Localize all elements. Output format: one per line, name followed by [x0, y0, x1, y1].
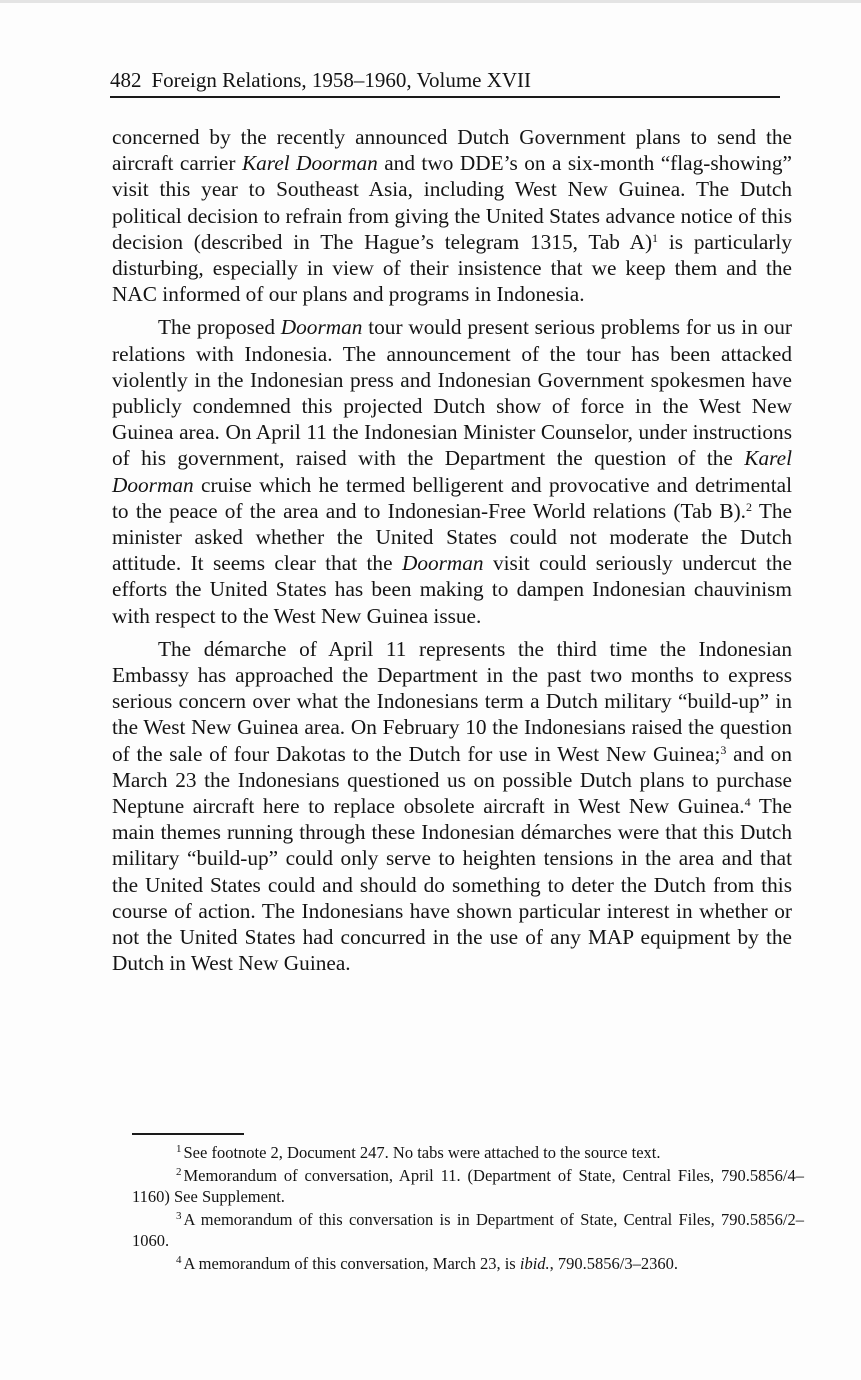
text-run: A memorandum of this conversation, March 23, is [183, 1254, 520, 1273]
footnote-number: 1 [176, 1143, 182, 1155]
text-run: The démarche of April 11 represents the third time the Indonesian Embassy has approached the Department in the past two months to express serious concern over what the Indonesians term a Dutch military “build-up” in the West New Guinea area. On February 10 the Indonesians raised the question of the sale of four Dakotas to the Dutch for use in West New Guinea; [112, 636, 792, 766]
text-run: cruise which he termed belligerent and provocative and detrimental to the peace of the area and to Indonesian-Free World relations (Tab B). [112, 472, 792, 523]
text-run: and two DDE’s on a six-month “flag-showing” visit this year to Southeast Asia, including West New Guinea. The Dutch political decision to refrain from giving the United States advance notice of this decision (described in The Hague’s telegram 1315, Tab A) [112, 151, 793, 254]
paragraph [112, 124, 792, 307]
text-run: A memorandum of this conversation is in Department of State, Central Files, 790.5856/2–1060. [132, 1210, 804, 1250]
page-number: 482 [110, 68, 142, 92]
text-run: visit could seriously undercut the efforts the United States has been making to dampen Indonesian chauvinism with respect to the West New Guinea issue. [112, 551, 792, 628]
text-run: The proposed [158, 315, 281, 340]
italic-text: Karel Doorman [241, 151, 378, 176]
text-run: , 790.5856/3–2360. [549, 1254, 678, 1273]
footnote-ref: 3 [720, 742, 727, 757]
footnote [132, 1165, 804, 1207]
footnote-rule [132, 1133, 244, 1135]
text-run: The minister asked whether the United States could not moderate the Dutch attitude. It seems clear that the [112, 498, 792, 576]
footnote-number: 4 [176, 1254, 182, 1266]
paragraph [112, 636, 792, 977]
italic-text: Doorman [401, 551, 484, 576]
text-run: and on March 23 the Indonesians questioned us on possible Dutch plans to purchase Neptune aircraft here to replace obsolete aircraft in West New Guinea. [112, 741, 792, 819]
italic-text: ibid. [519, 1254, 550, 1273]
footnote-ref: 1 [652, 230, 659, 245]
text-run: Memorandum of conversation, April 11. (Department of State, Central Files, 790.5856/4–1160) See Supplement. [132, 1166, 804, 1206]
footnote-ref: 2 [746, 499, 752, 514]
running-head [110, 66, 780, 94]
footnote-ref: 4 [744, 795, 751, 810]
italic-text: Doorman [280, 315, 363, 340]
text-run: The main themes running through these Indonesian démarches were that this Dutch military “build-up” could only serve to heighten tensions in the area and that the United States could and should do something to deter the Dutch from this course of action. The Indonesians have shown particular interest in whether or not the United States had concurred in the use of any MAP equipment by the Dutch in West New Guinea. [112, 794, 792, 976]
page-top-edge [0, 0, 861, 3]
footnote [132, 1142, 804, 1163]
footnote [132, 1253, 804, 1274]
text-run: is particularly disturbing, especially in view of their insistence that we keep them and the NAC informed of our plans and programs in Indonesia. [112, 229, 792, 307]
running-head-title: Foreign Relations, 1958–1960, Volume XVII [151, 68, 532, 92]
footnote [132, 1209, 804, 1251]
footnote-number: 3 [176, 1210, 182, 1222]
text-run: tour would present serious problems for us in our relations with Indonesia. The announcement of the tour has been attacked violently in the Indonesian press and Indonesian Government spokesmen have publicly condemned this projected Dutch show of force in the West New Guinea area. On April 11 the Indonesian Minister Counselor, under instructions of his government, raised with the Department the question of the [112, 315, 792, 471]
footnotes [132, 1142, 804, 1276]
paragraph [112, 314, 792, 628]
footnote-number: 2 [176, 1166, 182, 1178]
text-run: See footnote 2, Document 247. No tabs were attached to the source text. [183, 1143, 661, 1162]
text-run: concerned by the recently announced Dutch Government plans to send the aircraft carrier [112, 125, 792, 176]
body-text [112, 124, 792, 977]
header-rule [110, 96, 780, 98]
italic-text: Karel Doorman [112, 446, 792, 497]
